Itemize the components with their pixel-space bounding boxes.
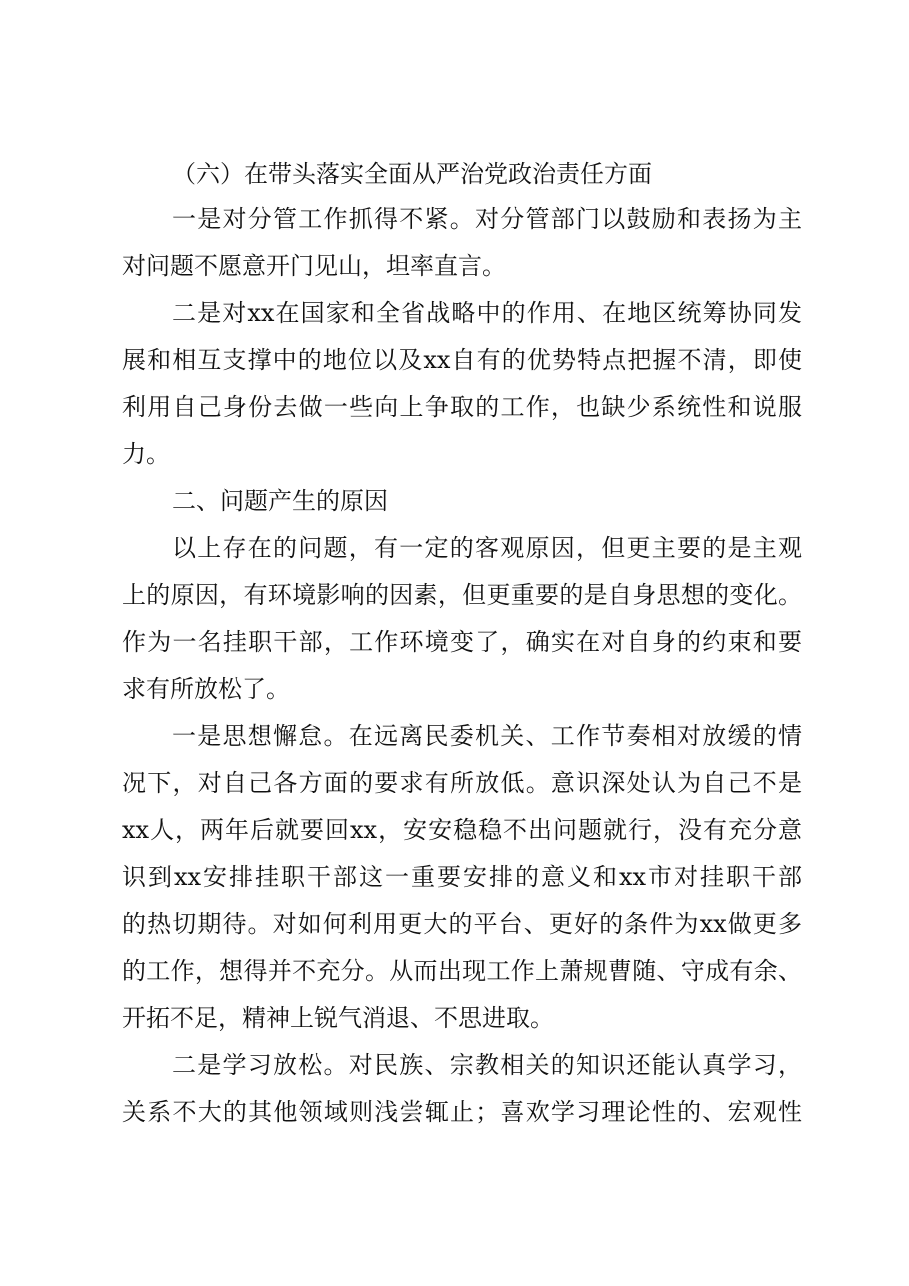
paragraph-line: 况下，对自己各方面的要求有所放低。意识深处认为自己不是: [122, 769, 802, 797]
paragraph-line: 力。: [122, 440, 170, 468]
paragraph-line: 上的原因，有环境影响的因素，但更重要的是自身思想的变化。: [122, 581, 802, 609]
paragraph-line: 开拓不足，精神上锐气消退、不思进取。: [122, 1004, 554, 1032]
section-heading: （六）在带头落实全面从严治党政治责任方面: [172, 160, 652, 188]
paragraph-line: 二是对xx在国家和全省战略中的作用、在地区统筹协同发: [172, 299, 802, 327]
paragraph-line: xx人，两年后就要回xx，安安稳稳不出问题就行，没有充分意: [122, 816, 802, 844]
paragraph-line: 展和相互支撑中的地位以及xx自有的优势特点把握不清，即使: [122, 346, 802, 374]
paragraph-line: 的工作，想得并不充分。从而出现工作上萧规曹随、守成有余、: [122, 957, 802, 985]
paragraph-line: 作为一名挂职干部，工作环境变了，确实在对自身的约束和要: [122, 628, 802, 656]
paragraph-line: 利用自己身份去做一些向上争取的工作，也缺少系统性和说服: [122, 393, 802, 421]
paragraph-line: 二是学习放松。对民族、宗教相关的知识还能认真学习，: [172, 1051, 802, 1079]
paragraph-line: 对问题不愿意开门见山，坦率直言。: [122, 252, 506, 280]
paragraph-line: 以上存在的问题，有一定的客观原因，但更主要的是主观: [172, 534, 802, 562]
section-heading: 二、问题产生的原因: [172, 487, 388, 515]
paragraph-line: 一是对分管工作抓得不紧。对分管部门以鼓励和表扬为主: [172, 205, 802, 233]
paragraph-line: 求有所放松了。: [122, 675, 290, 703]
paragraph-line: 的热切期待。对如何利用更大的平台、更好的条件为xx做更多: [122, 910, 802, 938]
paragraph-line: 一是思想懈怠。在远离民委机关、工作节奏相对放缓的情: [172, 722, 802, 750]
paragraph-line: 识到xx安排挂职干部这一重要安排的意义和xx市对挂职干部: [122, 863, 802, 891]
paragraph-line: 关系不大的其他领域则浅尝辄止；喜欢学习理论性的、宏观性: [122, 1098, 802, 1126]
